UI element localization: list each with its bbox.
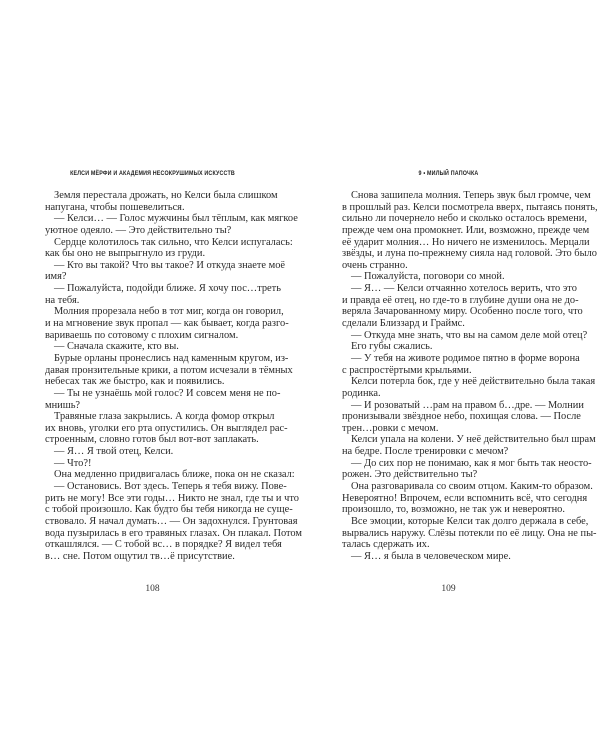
text-line: — Кто вы такой? Что вы такое? И откуда знаете моё	[54, 259, 286, 271]
paragraph	[342, 551, 555, 563]
running-header: 9 • МИЛЫЙ ПАПОЧКА	[418, 170, 479, 177]
paragraph	[342, 457, 592, 481]
text-line: — У тебя на животе родимое пятно в форме ворона	[351, 352, 580, 364]
text-line: — Я… я была в человеческом мире.	[351, 550, 511, 562]
paragraph	[342, 434, 596, 458]
text-line: — Ты не узнаёшь мой голос? И совсем меня не по-	[54, 387, 281, 399]
text-line: её ударит молния… Но ничего не изменилось. Мерцали	[342, 236, 590, 248]
text-line: — До сих пор не понимаю, как я мог быть так неосто-	[351, 457, 592, 469]
text-line: Сердце колотилось так сильно, что Келси испугалась:	[54, 236, 293, 248]
text-line: их вновь, уголки его рта опустились. Он выглядел рас-	[45, 422, 288, 434]
text-line: родинка.	[342, 387, 381, 399]
paragraph	[45, 259, 286, 283]
text-line: Невероятно! Впрочем, если вспомнить всё, что сегодня	[342, 492, 588, 504]
text-line: Снова зашипела молния. Теперь звук был громче, чем	[351, 190, 591, 201]
text-line: вода пузырилась в его травяных глазах. Он плакал. Потом	[45, 527, 303, 539]
text-line: на бедре. После тренировки с мечом?	[342, 446, 509, 458]
text-line: с распростёртыми крыльями.	[342, 364, 472, 376]
text-line: Бурые орланы пронеслись над каменным кругом, из-	[54, 352, 289, 364]
text-line: Келси потерла бок, где у неё действительно была такая	[351, 376, 596, 388]
text-line: с тобой произошло. Как будто бы тебя никогда не суще-	[45, 504, 293, 516]
paragraph	[342, 399, 584, 435]
paragraph	[342, 283, 583, 330]
text-line: — Сначала скажите, кто вы.	[54, 341, 179, 353]
text-line: — И розоватый …рам на правом б…дре. — Молнии	[351, 399, 584, 411]
text-line: — Келси… — Голос мужчины был тёплым, как мягкое	[54, 213, 298, 225]
text-line: сделали Близзард и Граймс.	[342, 318, 465, 330]
text-line: откашлялся. — С тобой вс… в порядке? Я видел тебя	[45, 539, 282, 551]
text-line: мнишь?	[45, 399, 81, 411]
text-line: Келси упала на колени. У неё действительно был шрам	[351, 434, 596, 446]
paragraph	[45, 458, 260, 470]
paragraph	[45, 387, 281, 411]
paragraph	[45, 283, 281, 306]
text-line: имя?	[45, 271, 67, 283]
text-line: на тебя.	[45, 294, 80, 306]
text-line: ствовало. Я начал думать… — Он задохнулся. Грунтовая	[45, 515, 298, 527]
text-line: веряла Зачарованному миру. Особенно после того, что	[342, 306, 583, 318]
text-line: строенным, словно готов был вот-вот заплакать.	[45, 434, 259, 446]
text-line: Все эмоции, которые Келси так долго держала в себе,	[351, 515, 589, 527]
text-line: сильно ли почернело небо и сколько осталось времени,	[342, 213, 587, 225]
paragraph	[342, 190, 598, 271]
text-line: рить не могу! Все эти годы… Никто не знал, где ты и что	[45, 492, 299, 504]
paragraph	[45, 411, 288, 446]
text-line: — Откуда мне знать, что вы на самом деле мой отец?	[351, 329, 588, 341]
left-page	[45, 0, 303, 750]
text-line: прежде чем она промокнет. Или, возможно, прежде чем	[342, 224, 590, 236]
paragraph	[342, 515, 597, 551]
text-line: — Я… — Келси отчаянно хотелось верить, что это	[351, 283, 577, 295]
paragraph	[45, 213, 298, 236]
text-line: и правда её отец, но где-то в глубине души она не до-	[342, 294, 579, 306]
text-line: — Пожалуйста, подойди ближе. Я хочу пос…треть	[54, 283, 281, 295]
page-body	[342, 190, 598, 563]
text-line: — Что?!	[54, 457, 92, 469]
paragraph	[342, 376, 596, 399]
text-line: Земля перестала дрожать, но Келси была слишком	[54, 190, 278, 201]
paragraph	[342, 352, 580, 376]
text-line: Молния прорезала небо в тот миг, когда он говорил,	[54, 306, 284, 318]
running-header: КЕЛСИ МЁРФИ И АКАДЕМИЯ НЕСОКРУШИМЫХ ИСКУССТВ	[70, 170, 235, 177]
text-line: и на мгновение звук пропал — как бывает, когда разго-	[45, 318, 289, 330]
text-line: произошло, то, возможно, не так уж и невероятно.	[342, 504, 565, 516]
paragraph	[45, 236, 293, 260]
text-line: Его губы сжались.	[351, 341, 433, 353]
page-number: 108	[145, 584, 160, 594]
paragraph	[45, 469, 295, 481]
text-line: звёзды, и луна по-прежнему сияла над головой. Это было	[342, 248, 597, 260]
paragraph	[45, 341, 260, 353]
paragraph	[342, 271, 555, 283]
text-line: давая пронзительные крики, а потом исчезали в тёмных	[45, 364, 293, 376]
text-line: — Остановись. Вот здесь. Теперь я тебя вижу. Пове-	[54, 481, 287, 493]
text-line: Она разговаривала со своим отцом. Каким-то образом.	[351, 481, 593, 493]
text-line: Травяные глаза закрылись. А когда фомор открыл	[54, 411, 275, 423]
paragraph	[342, 329, 588, 342]
page-number: 109	[441, 584, 456, 594]
text-line: как бы оно не выпрыгнуло из груди.	[45, 248, 206, 260]
text-line: в… сне. Потом ощутил тв…ё присутствие.	[45, 550, 235, 562]
text-line: вырвались наружу. Слёзы потекли по её лицу. Она не пы-	[342, 527, 597, 539]
text-line: напугана, чтобы пошевелиться.	[45, 201, 185, 213]
page-body	[45, 190, 303, 563]
paragraph	[342, 481, 593, 516]
text-line: — Я… Я твой отец, Келси.	[54, 446, 174, 458]
text-line: талась сдержать их.	[342, 539, 430, 551]
paragraph	[45, 481, 303, 562]
paragraph	[342, 341, 555, 353]
paragraph	[45, 306, 289, 341]
right-page	[342, 0, 598, 750]
text-line: трен…ровки с мечом.	[342, 422, 439, 434]
paragraph	[45, 190, 278, 213]
text-line: вариваешь по сотовому с плохим сигналом.	[45, 329, 239, 341]
paragraph	[45, 446, 260, 458]
text-line: в прошлый раз. Келси посмотрела вверх, пытаясь понять,	[342, 201, 598, 213]
text-line: уютное одеяло. — Это действительно ты?	[45, 224, 232, 236]
text-line: очень странно.	[342, 259, 408, 271]
text-line: небесах так же быстро, как и появились.	[45, 376, 225, 388]
text-line: рожен. Это действительно ты?	[342, 469, 478, 481]
paragraph	[45, 352, 293, 388]
text-line: — Пожалуйста, поговори со мной.	[351, 271, 505, 283]
text-line: Она медленно придвигалась ближе, пока он не сказал:	[54, 469, 295, 481]
text-line: пронизывали звёздное небо, похищая слова. — После	[342, 411, 581, 423]
